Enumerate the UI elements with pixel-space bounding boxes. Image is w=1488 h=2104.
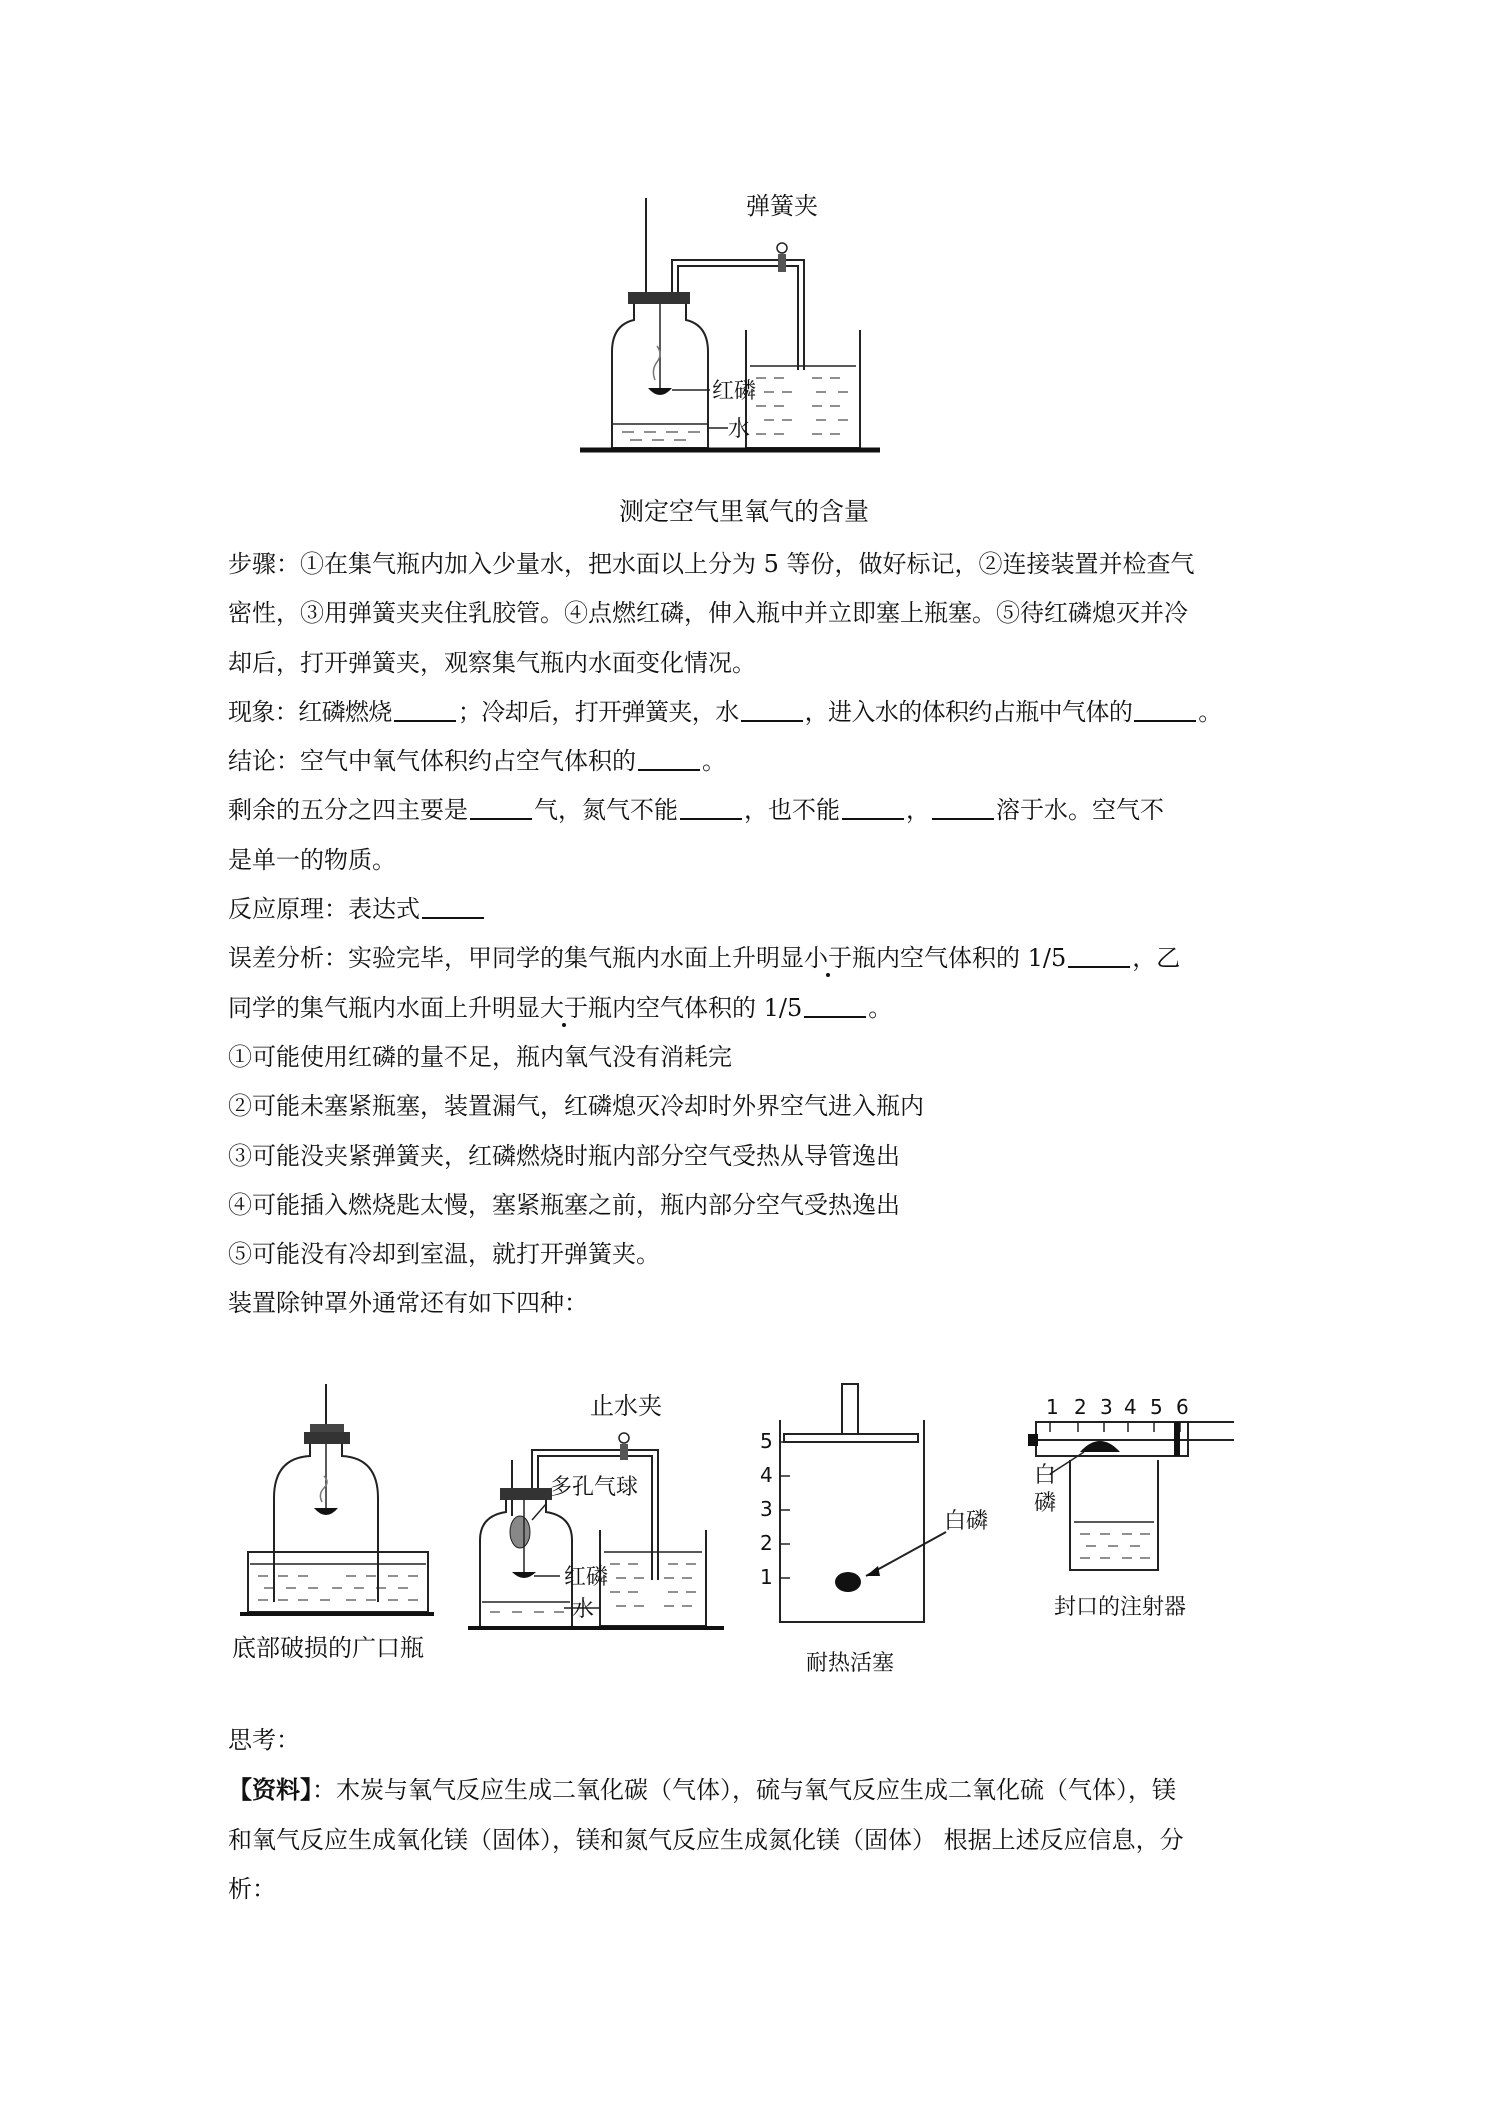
spring-clip-label: 弹簧夹	[746, 192, 818, 220]
principle-line: 反应原理：表达式	[228, 885, 1268, 934]
syringe-tick-label: 6	[1176, 1395, 1189, 1419]
answer-blank[interactable]	[680, 792, 742, 820]
answer-blank[interactable]	[638, 743, 700, 771]
red-phosphorus-label-2: 红磷	[564, 1565, 609, 1590]
error-line-1: 误差分析：实验完毕，甲同学的集气瓶内水面上升明显小于瓶内空气体积的 1/5 ，乙	[228, 934, 1268, 983]
steps-line-2: 密性，③用弹簧夹夹住乳胶管。④点燃红磷，伸入瓶中并立即塞上瓶塞。⑤待红磷熄灭并冷	[228, 599, 1188, 628]
red-phosphorus-label: 红磷	[712, 379, 757, 404]
syringe-tick-label: 1	[1046, 1395, 1059, 1419]
syringe-tick-label: 4	[1124, 1395, 1137, 1419]
reason-item: ②可能未塞紧瓶塞，装置漏气，红磷熄灭冷却时外界空气进入瓶内	[228, 1092, 924, 1121]
answer-blank[interactable]	[842, 792, 904, 820]
steps-line-1: 步骤：①在集气瓶内加入少量水，把水面以上分为 5 等份，做好标记，②连接装置并检查气	[228, 550, 1195, 578]
figure-oxygen-content-apparatus	[560, 180, 900, 460]
scale-label: 1	[760, 1565, 773, 1589]
thinking-label: 思考：	[228, 1726, 300, 1754]
reason-item: ①可能使用红磷的量不足，瓶内氧气没有消耗完	[228, 1042, 732, 1071]
water-label-2: 水	[572, 1597, 595, 1622]
steps-line-3: 却后，打开弹簧夹，观察集气瓶内水面变化情况。	[228, 648, 756, 677]
sealed-syringe-device	[1028, 1395, 1234, 1620]
broken-bottle-caption: 底部破损的广口瓶	[232, 1634, 424, 1662]
porous-balloon-label: 多孔气球	[550, 1475, 639, 1500]
broken-bottle-device	[232, 1384, 434, 1662]
white-phosphorus-label: 白磷	[944, 1509, 989, 1534]
piston-device	[760, 1384, 988, 1676]
remainder-line-1: 剩余的五分之四主要是 气，氮气不能 ，也不能 ， 溶于水。空气不	[228, 786, 1268, 835]
scale-label: 2	[760, 1531, 773, 1555]
answer-blank[interactable]	[932, 792, 994, 820]
material-tag: 【资料】	[228, 1775, 312, 1805]
reason-item: ⑤可能没有冷却到室温，就打开弹簧夹。	[228, 1240, 660, 1269]
reason-item: ④可能插入燃烧匙太慢，塞紧瓶塞之前，瓶内部分空气受热逸出	[228, 1190, 900, 1219]
material-line-1: 【资料】：木炭与氧气反应生成二氧化碳（气体），硫与氧气反应生成二氧化硫（气体），镁	[228, 1775, 1176, 1805]
answer-blank[interactable]	[804, 990, 866, 1018]
worksheet-text-bottom	[228, 1716, 1268, 1914]
water-label: 水	[728, 417, 751, 442]
scale-label: 4	[760, 1463, 773, 1487]
reason-item: ③可能没夹紧弹簧夹，红磷燃烧时瓶内部分空气受热从导管逸出	[228, 1141, 900, 1170]
remainder-line-2: 是单一的物质。	[228, 845, 396, 874]
emphasis-smaller	[804, 944, 852, 972]
water-clip-label: 止水夹	[590, 1392, 662, 1420]
conclusion-line: 结论：空气中氧气体积约占空气体积的 。	[228, 737, 1268, 786]
figure1-caption: 测定空气里氧气的含量	[618, 497, 869, 526]
piston-caption: 耐热活塞	[806, 1651, 895, 1676]
material-line-2: 和氧气反应生成氧化镁（固体），镁和氮气反应生成氮化镁（固体） 根据上述反应信息，分	[228, 1825, 1184, 1854]
emphasis-larger: 大于	[540, 993, 588, 1022]
material-line-3: 析：	[228, 1874, 276, 1903]
phenomenon-line: 现象：红磷燃烧 ；冷却后，打开弹簧夹，水 ，进入水的体积约占瓶中气体的 。	[228, 688, 1268, 737]
answer-blank[interactable]	[470, 792, 532, 820]
syringe-tick-label: 5	[1150, 1395, 1163, 1419]
syringe-tick-label: 2	[1074, 1395, 1087, 1419]
syringe-white-phosphorus-label: 磷	[1034, 1491, 1057, 1516]
syringe-tick-label: 3	[1100, 1395, 1113, 1419]
scale-label: 3	[760, 1497, 773, 1521]
porous-balloon-device	[468, 1392, 724, 1628]
answer-blank[interactable]	[422, 891, 484, 919]
figure-four-devices	[228, 1380, 1268, 1700]
answer-blank[interactable]	[1134, 694, 1196, 722]
syringe-white-phosphorus-label: 白	[1034, 1463, 1057, 1488]
answer-blank[interactable]	[1068, 940, 1130, 968]
devices-intro: 装置除钟罩外通常还有如下四种：	[228, 1289, 588, 1318]
answer-blank[interactable]	[741, 694, 803, 722]
scale-label: 5	[760, 1429, 773, 1453]
answer-blank[interactable]	[394, 694, 456, 722]
syringe-caption: 封口的注射器	[1054, 1595, 1187, 1620]
error-line-2: 同学的集气瓶内水面上升明显大于瓶内空气体积的 1/5 。	[228, 984, 1268, 1033]
worksheet-text	[228, 540, 1268, 1329]
emphasis-char: 小于	[804, 944, 852, 973]
